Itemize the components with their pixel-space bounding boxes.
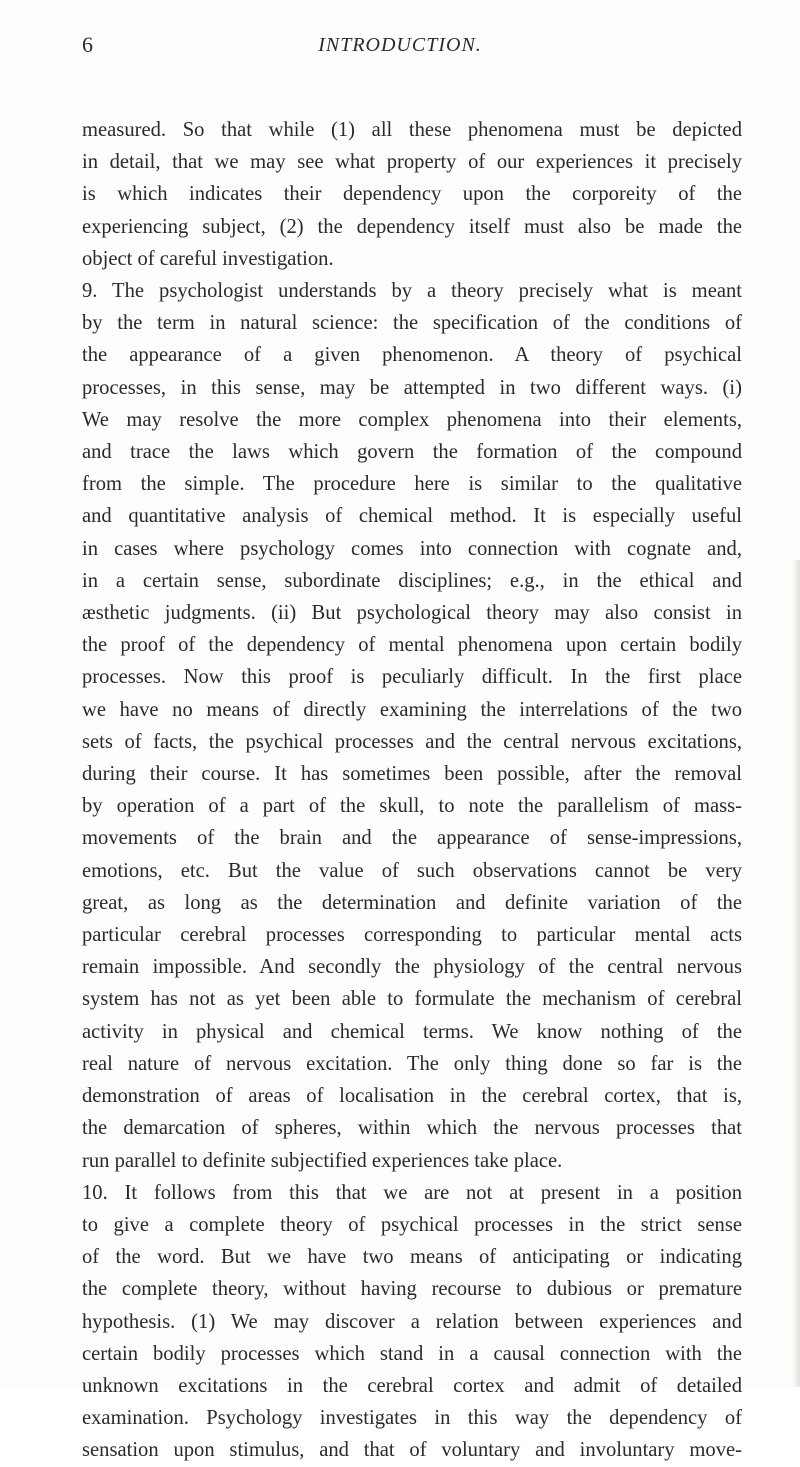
text-line: 9. The psychologist understands by a theory precisely what is meant — [82, 280, 742, 303]
text-line: by operation of a part of the skull, to note the parallelism of mass- — [82, 795, 742, 818]
text-line: real nature of nervous excitation. The only thing done so far is the — [82, 1052, 742, 1075]
text-line: the demarcation of spheres, within which the nervous processes that — [82, 1117, 742, 1140]
text-line: from the simple. The procedure here is similar to the qualitative — [82, 473, 742, 496]
text-line: certain bodily processes which stand in a causal connection with the — [82, 1342, 742, 1365]
text-line: examination. Psychology investigates in this way the dependency of — [82, 1407, 742, 1430]
text-line: during their course. It has sometimes been possible, after the removal — [82, 763, 742, 786]
text-line: to give a complete theory of psychical processes in the strict sense — [82, 1213, 742, 1236]
running-title: INTRODUCTION. — [318, 34, 482, 56]
text-line: is which indicates their dependency upon the corporeity of the — [82, 183, 742, 206]
text-line: æsthetic judgments. (ii) But psychological theory may also consist in — [82, 602, 742, 625]
text-line: processes. Now this proof is peculiarly difficult. In the first place — [82, 666, 742, 689]
text-line: hypothesis. (1) We may discover a relation between experiences and — [82, 1310, 742, 1333]
text-line: remain impossible. And secondly the physiology of the central nervous — [82, 956, 742, 979]
text-line: sensation upon stimulus, and that of voluntary and involuntary move- — [82, 1439, 742, 1462]
text-line: in cases where psychology comes into connection with cognate and, — [82, 537, 742, 560]
text-line: we have no means of directly examining the interrelations of the two — [82, 698, 742, 721]
text-line: the appearance of a given phenomenon. A theory of psychical — [82, 344, 742, 367]
text-line: demonstration of areas of localisation in the cerebral cortex, that is, — [82, 1085, 742, 1108]
page-edge-shadow — [792, 560, 800, 1387]
text-line: We may resolve the more complex phenomena into their elements, — [82, 408, 742, 431]
body-text — [82, 114, 742, 1467]
text-line: emotions, etc. But the value of such observations cannot be very — [82, 859, 742, 882]
page-number: 6 — [82, 32, 93, 57]
text-line: object of careful investigation. — [82, 247, 334, 270]
text-line: by the term in natural science: the specification of the conditions of — [82, 312, 742, 335]
text-line: experiencing subject, (2) the dependency itself must also be made the — [82, 215, 742, 238]
text-line: activity in physical and chemical terms. We know nothing of the — [82, 1020, 742, 1043]
text-line: great, as long as the determination and definite variation of the — [82, 891, 742, 914]
text-line: 10. It follows from this that we are not at present in a position — [82, 1181, 742, 1204]
text-line: the complete theory, without having recourse to dubious or premature — [82, 1278, 742, 1301]
text-line: in a certain sense, subordinate disciplines; e.g., in the ethical and — [82, 569, 742, 592]
text-line: sets of facts, the psychical processes and the central nervous excitations, — [82, 730, 742, 753]
running-head — [0, 30, 800, 60]
text-line: run parallel to definite subjectified experiences take place. — [82, 1149, 563, 1172]
text-line: in detail, that we may see what property of our experiences it precisely — [82, 151, 742, 174]
text-line: processes, in this sense, may be attempted in two different ways. (i) — [82, 376, 742, 399]
text-line: system has not as yet been able to formulate the mechanism of cerebral — [82, 988, 742, 1011]
text-line: of the word. But we have two means of anticipating or indicating — [82, 1246, 742, 1269]
text-line: unknown excitations in the cerebral cortex and admit of detailed — [82, 1374, 742, 1397]
text-line: and trace the laws which govern the formation of the compound — [82, 441, 742, 464]
text-line: measured. So that while (1) all these phenomena must be depicted — [82, 119, 742, 141]
text-line: movements of the brain and the appearance of sense-impressions, — [82, 827, 742, 850]
text-line: the proof of the dependency of mental phenomena upon certain bodily — [82, 634, 742, 657]
text-line: and quantitative analysis of chemical method. It is especially useful — [82, 505, 742, 528]
text-line: particular cerebral processes corresponding to particular mental acts — [82, 924, 742, 947]
